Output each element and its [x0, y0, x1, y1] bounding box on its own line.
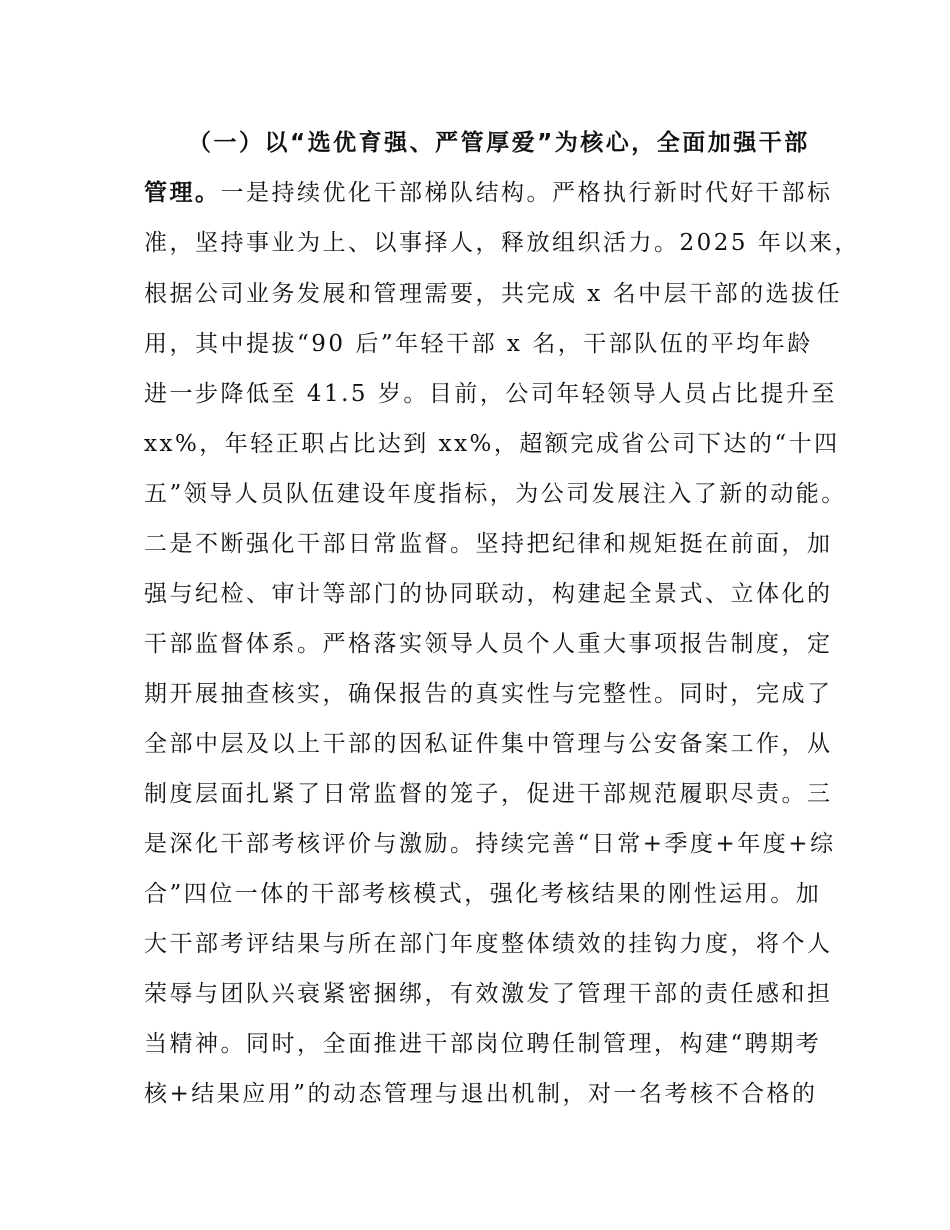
paragraph-line: 制度层面扎紧了日常监督的笼子，促进干部规范履职尽责。三: [144, 781, 833, 807]
paragraph-line: 期开展抽查核实，确保报告的真实性与完整性。同时，完成了: [144, 681, 833, 707]
paragraph-text: 一是持续优化干部梯队结构。严格执行新时代好干部标: [220, 180, 833, 206]
paragraph-line: 大干部考评结果与所在部门年度整体绩效的挂钩力度，将个人: [144, 931, 833, 957]
paragraph-line: 合”四位一体的干部考核模式，强化考核结果的刚性运用。加: [144, 881, 822, 907]
paragraph-line: 根据公司业务发展和管理需要，共完成 x 名中层干部的选拔任: [144, 281, 843, 307]
paragraph-line: 进一步降低至 41.5 岁。目前，公司年轻领导人员占比提升至: [144, 381, 837, 407]
paragraph-line: [144, 178, 833, 208]
section-heading-continuation: 管理。: [144, 180, 221, 206]
paragraph-line: 全部中层及以上干部的因私证件集中管理与公安备案工作，从: [144, 731, 833, 757]
section-heading: （一）以“选优育强、严管厚爱”为核心，全面加强干部: [188, 130, 810, 156]
paragraph-line: 五”领导人员队伍建设年度指标，为公司发展注入了新的动能。: [144, 481, 847, 507]
paragraph-line: 当精神。同时，全面推进干部岗位聘任制管理，构建“聘期考: [144, 1031, 822, 1057]
paragraph-line: 是深化干部考核评价与激励。持续完善“日常+季度+年度+综: [144, 831, 836, 857]
paragraph-line: 核+结果应用”的动态管理与退出机制，对一名考核不合格的: [144, 1081, 818, 1107]
paragraph-line: xx%，年轻正职占比达到 xx%，超额完成省公司下达的“十四: [144, 431, 840, 457]
paragraph-line: 准，坚持事业为上、以事择人，释放组织活力。2025 年以来，: [144, 230, 860, 256]
paragraph-line: 用，其中提拔“90 后”年轻干部 x 名，干部队伍的平均年龄: [144, 331, 813, 357]
paragraph-line: 二是不断强化干部日常监督。坚持把纪律和规矩挺在前面，加: [144, 531, 833, 557]
paragraph-line: 强与纪检、审计等部门的协同联动，构建起全景式、立体化的: [144, 581, 833, 607]
paragraph-line: 干部监督体系。严格落实领导人员个人重大事项报告制度，定: [144, 631, 833, 657]
paragraph-line: 荣辱与团队兴衰紧密捆绑，有效激发了管理干部的责任感和担: [144, 981, 833, 1007]
